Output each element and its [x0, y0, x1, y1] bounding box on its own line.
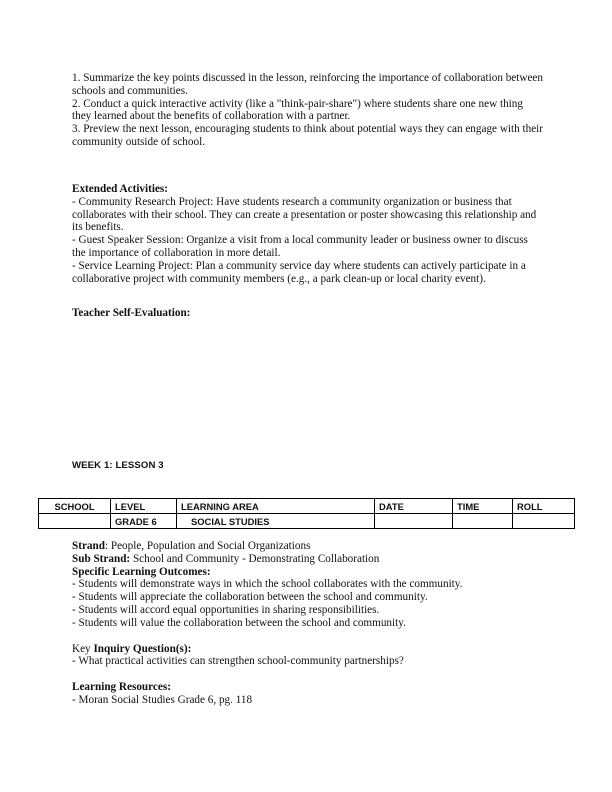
inquiry-heading-line: [72, 643, 544, 656]
outcome-item: - Students will accord equal opportunities in sharing responsibilities.: [72, 603, 380, 616]
cell-learning-area: SOCIAL STUDIES: [177, 514, 375, 529]
table-row: [39, 514, 575, 529]
conclusion-steps: [72, 72, 544, 149]
extended-activity-item: - Service Learning Project: Plan a community service day where students can actively participate in a collaborative project with community members (e.g., a park clean-up or local charity event).: [72, 259, 526, 285]
outcome-item: - Students will appreciate the collaboration between the school and community.: [72, 591, 428, 604]
resource-item: - Moran Social Studies Grade 6, pg. 118: [72, 693, 253, 706]
strand-value: : People, Population and Social Organizations: [104, 540, 311, 552]
inquiry-item: - What practical activities can strengthen school-community partnerships?: [72, 655, 404, 668]
self-evaluation: [72, 307, 544, 320]
outcome-item: - Students will value the collaboration between the school and community.: [72, 616, 406, 629]
substrand-line: [72, 553, 544, 566]
cell-date: [375, 514, 453, 529]
conclusion-step: 2. Conduct a quick interactive activity (like a "think-pair-share") where students share one new thing they learned about the benefits of collaboration with a partner.: [72, 97, 523, 123]
extended-activities-heading: Extended Activities:: [72, 183, 169, 195]
lesson-details: [72, 540, 544, 707]
substrand-value: School and Community - Demonstrating Collaboration: [130, 552, 380, 565]
cell-time: [453, 514, 513, 529]
inquiry-label: Inquiry Question(s):: [93, 642, 192, 655]
header-school: SCHOOL: [39, 499, 111, 514]
extended-activities: [72, 183, 544, 285]
header-learning-area: LEARNING AREA: [177, 499, 375, 514]
strand-line: [72, 540, 544, 553]
header-time: TIME: [453, 499, 513, 514]
cell-level: GRADE 6: [111, 514, 177, 529]
header-level: LEVEL: [111, 499, 177, 514]
resources-heading: Learning Resources:: [72, 681, 171, 694]
self-evaluation-heading: Teacher Self-Evaluation:: [72, 307, 191, 319]
cell-roll: [513, 514, 575, 529]
outcomes-heading: Specific Learning Outcomes:: [72, 565, 211, 578]
extended-activity-item: - Community Research Project: Have students research a community organization or business that collaborates with their school. They can create a presentation or poster showcasing this relationship and its benefits.: [72, 195, 537, 234]
extended-activity-item: - Guest Speaker Session: Organize a visit from a local community leader or business owner to discuss the importance of collaboration in more detail.: [72, 234, 528, 259]
inquiry-prefix: Key: [72, 642, 94, 655]
substrand-label: Sub Strand:: [72, 552, 131, 565]
strand-label: Strand: [72, 540, 105, 552]
lesson-info-table: [38, 498, 575, 529]
conclusion-step: 3. Preview the next lesson, encouraging students to think about potential ways they can engage with their community outside of school.: [72, 123, 544, 148]
outcome-item: - Students will demonstrate ways in which the school collaborates with the community.: [72, 578, 463, 591]
conclusion-step: 1. Summarize the key points discussed in the lesson, reinforcing the importance of collaboration between schools and communities.: [72, 72, 543, 97]
header-date: DATE: [375, 499, 453, 514]
table-header-row: [39, 499, 575, 514]
week-lesson-title: WEEK 1: LESSON 3: [72, 460, 164, 471]
cell-school: [39, 514, 111, 529]
header-roll: ROLL: [513, 499, 575, 514]
